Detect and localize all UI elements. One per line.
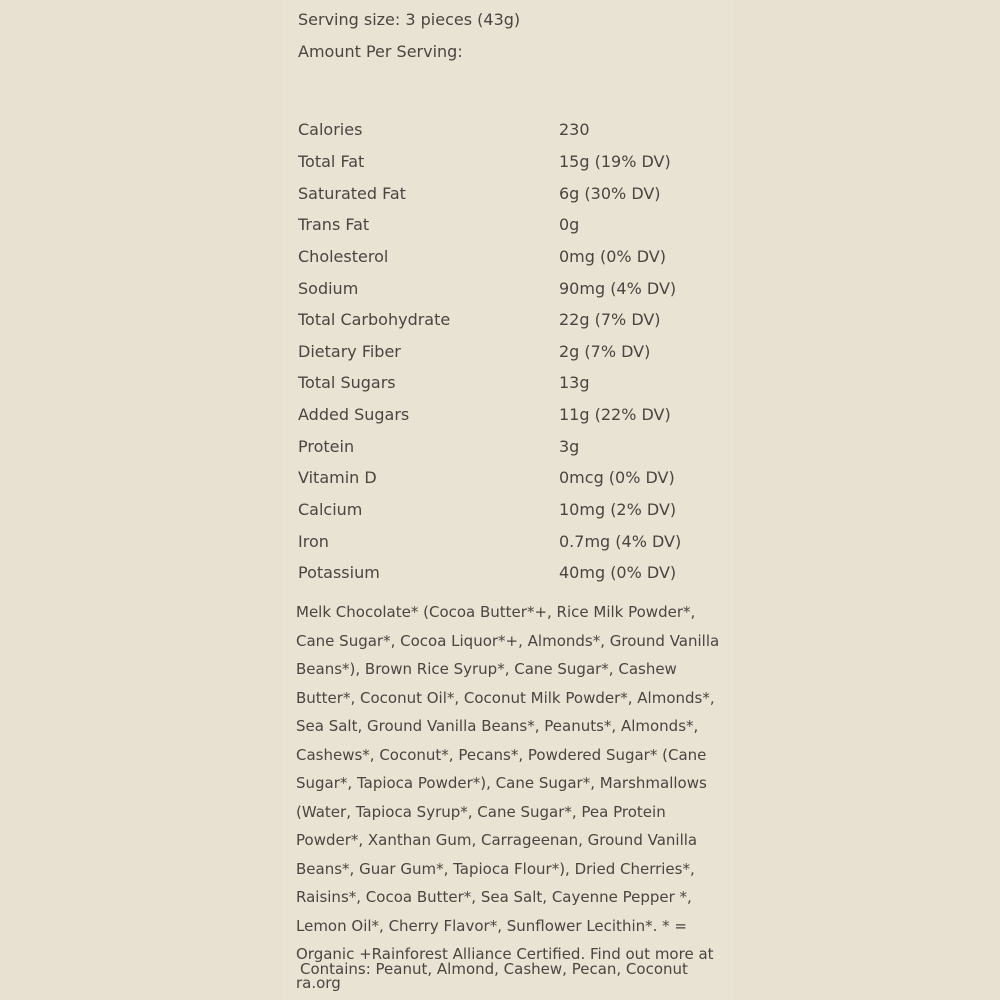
nutrient-name: Calcium: [298, 500, 363, 519]
nutrient-value: 22g (7% DV): [559, 310, 661, 330]
nutrient-row: [298, 367, 718, 399]
amount-per-serving: Amount Per Serving:: [298, 42, 463, 61]
nutrient-name: Iron: [298, 531, 329, 551]
nutrient-value: 3g: [559, 436, 580, 456]
nutrition-table: [298, 114, 718, 589]
allergen-contains: Contains: Peanut, Almond, Cashew, Pecan, Coconut: [300, 960, 688, 978]
nutrient-value: 6g (30% DV): [559, 183, 661, 203]
nutrient-value: 13g: [559, 373, 590, 393]
nutrient-value: 2g (7% DV): [559, 341, 651, 361]
nutrient-name: Calories: [298, 120, 363, 140]
nutrient-name: Protein: [298, 436, 355, 456]
nutrient-row: [298, 146, 718, 178]
nutrient-row: [298, 304, 718, 336]
nutrient-name: Total Sugars: [298, 373, 396, 393]
nutrient-value: 0g: [559, 215, 580, 235]
nutrient-value: 11g (22% DV): [559, 405, 671, 425]
nutrient-row: [298, 557, 718, 589]
nutrient-value: 0mg (0% DV): [559, 246, 666, 266]
nutrient-name: Cholesterol: [298, 246, 389, 266]
nutrient-value: 90mg (4% DV): [559, 278, 677, 298]
nutrient-row: [298, 462, 718, 494]
nutrient-name: Dietary Fiber: [298, 341, 401, 361]
nutrient-name: Added Sugars: [298, 405, 410, 425]
nutrient-name: Sodium: [298, 278, 359, 298]
nutrient-row: [298, 272, 718, 304]
ingredients-text: Melk Chocolate* (Cocoa Butter*+, Rice Milk Powder*, Cane Sugar*, Cocoa Liquor*+, Almonds*, Ground Vanilla Beans*), Brown Rice Syrup*, Cane Sugar*, Cashew Butter*, Coconut Oil*, Coconut Milk Powder*, Almonds*, Sea Salt, Ground Vanilla Beans*, Peanuts*, Almonds*, Cashews*, Coconut*, Pecans*, Powdered Sugar* (Cane Sugar*, Tapioca Powder*), Cane Sugar*, Marshmallows (Water, Tapioca Syrup*, Cane Sugar*, Pea Protein Powder*, Xanthan Gum, Carrageenan, Ground Vanilla Beans*, Guar Gum*, Tapioca Flour*), Dried Cherries*, Raisins*, Cocoa Butter*, Sea Salt, Cayenne Pepper *, Lemon Oil*, Cherry Flavor*, Sunflower Lecithin*. * = Organic +Rainforest Alliance Certified. Find out more at ra.org: [296, 603, 720, 992]
nutrient-value: 0.7mg (4% DV): [559, 531, 682, 551]
nutrient-name: Trans Fat: [298, 215, 370, 235]
nutrient-row: [298, 177, 718, 209]
nutrient-value: 10mg (2% DV): [559, 500, 677, 519]
nutrient-name: Potassium: [298, 563, 380, 583]
nutrient-name: Total Fat: [298, 151, 365, 171]
nutrient-value: 0mcg (0% DV): [559, 468, 675, 488]
serving-size: Serving size: 3 pieces (43g): [298, 10, 521, 29]
nutrient-name: Vitamin D: [298, 468, 377, 488]
nutrient-value: 230: [559, 120, 590, 140]
nutrient-row: [298, 494, 718, 526]
nutrient-value: 15g (19% DV): [559, 151, 671, 171]
nutrient-row: [298, 241, 718, 273]
nutrient-row: [298, 335, 718, 367]
nutrient-name: Saturated Fat: [298, 183, 406, 203]
nutrient-value: 40mg (0% DV): [559, 563, 677, 583]
nutrient-name: Total Carbohydrate: [298, 310, 451, 330]
nutrient-row: [298, 399, 718, 431]
nutrient-row: [298, 114, 718, 146]
nutrient-row: [298, 209, 718, 241]
nutrient-row: [298, 525, 718, 557]
nutrient-row: [298, 430, 718, 462]
